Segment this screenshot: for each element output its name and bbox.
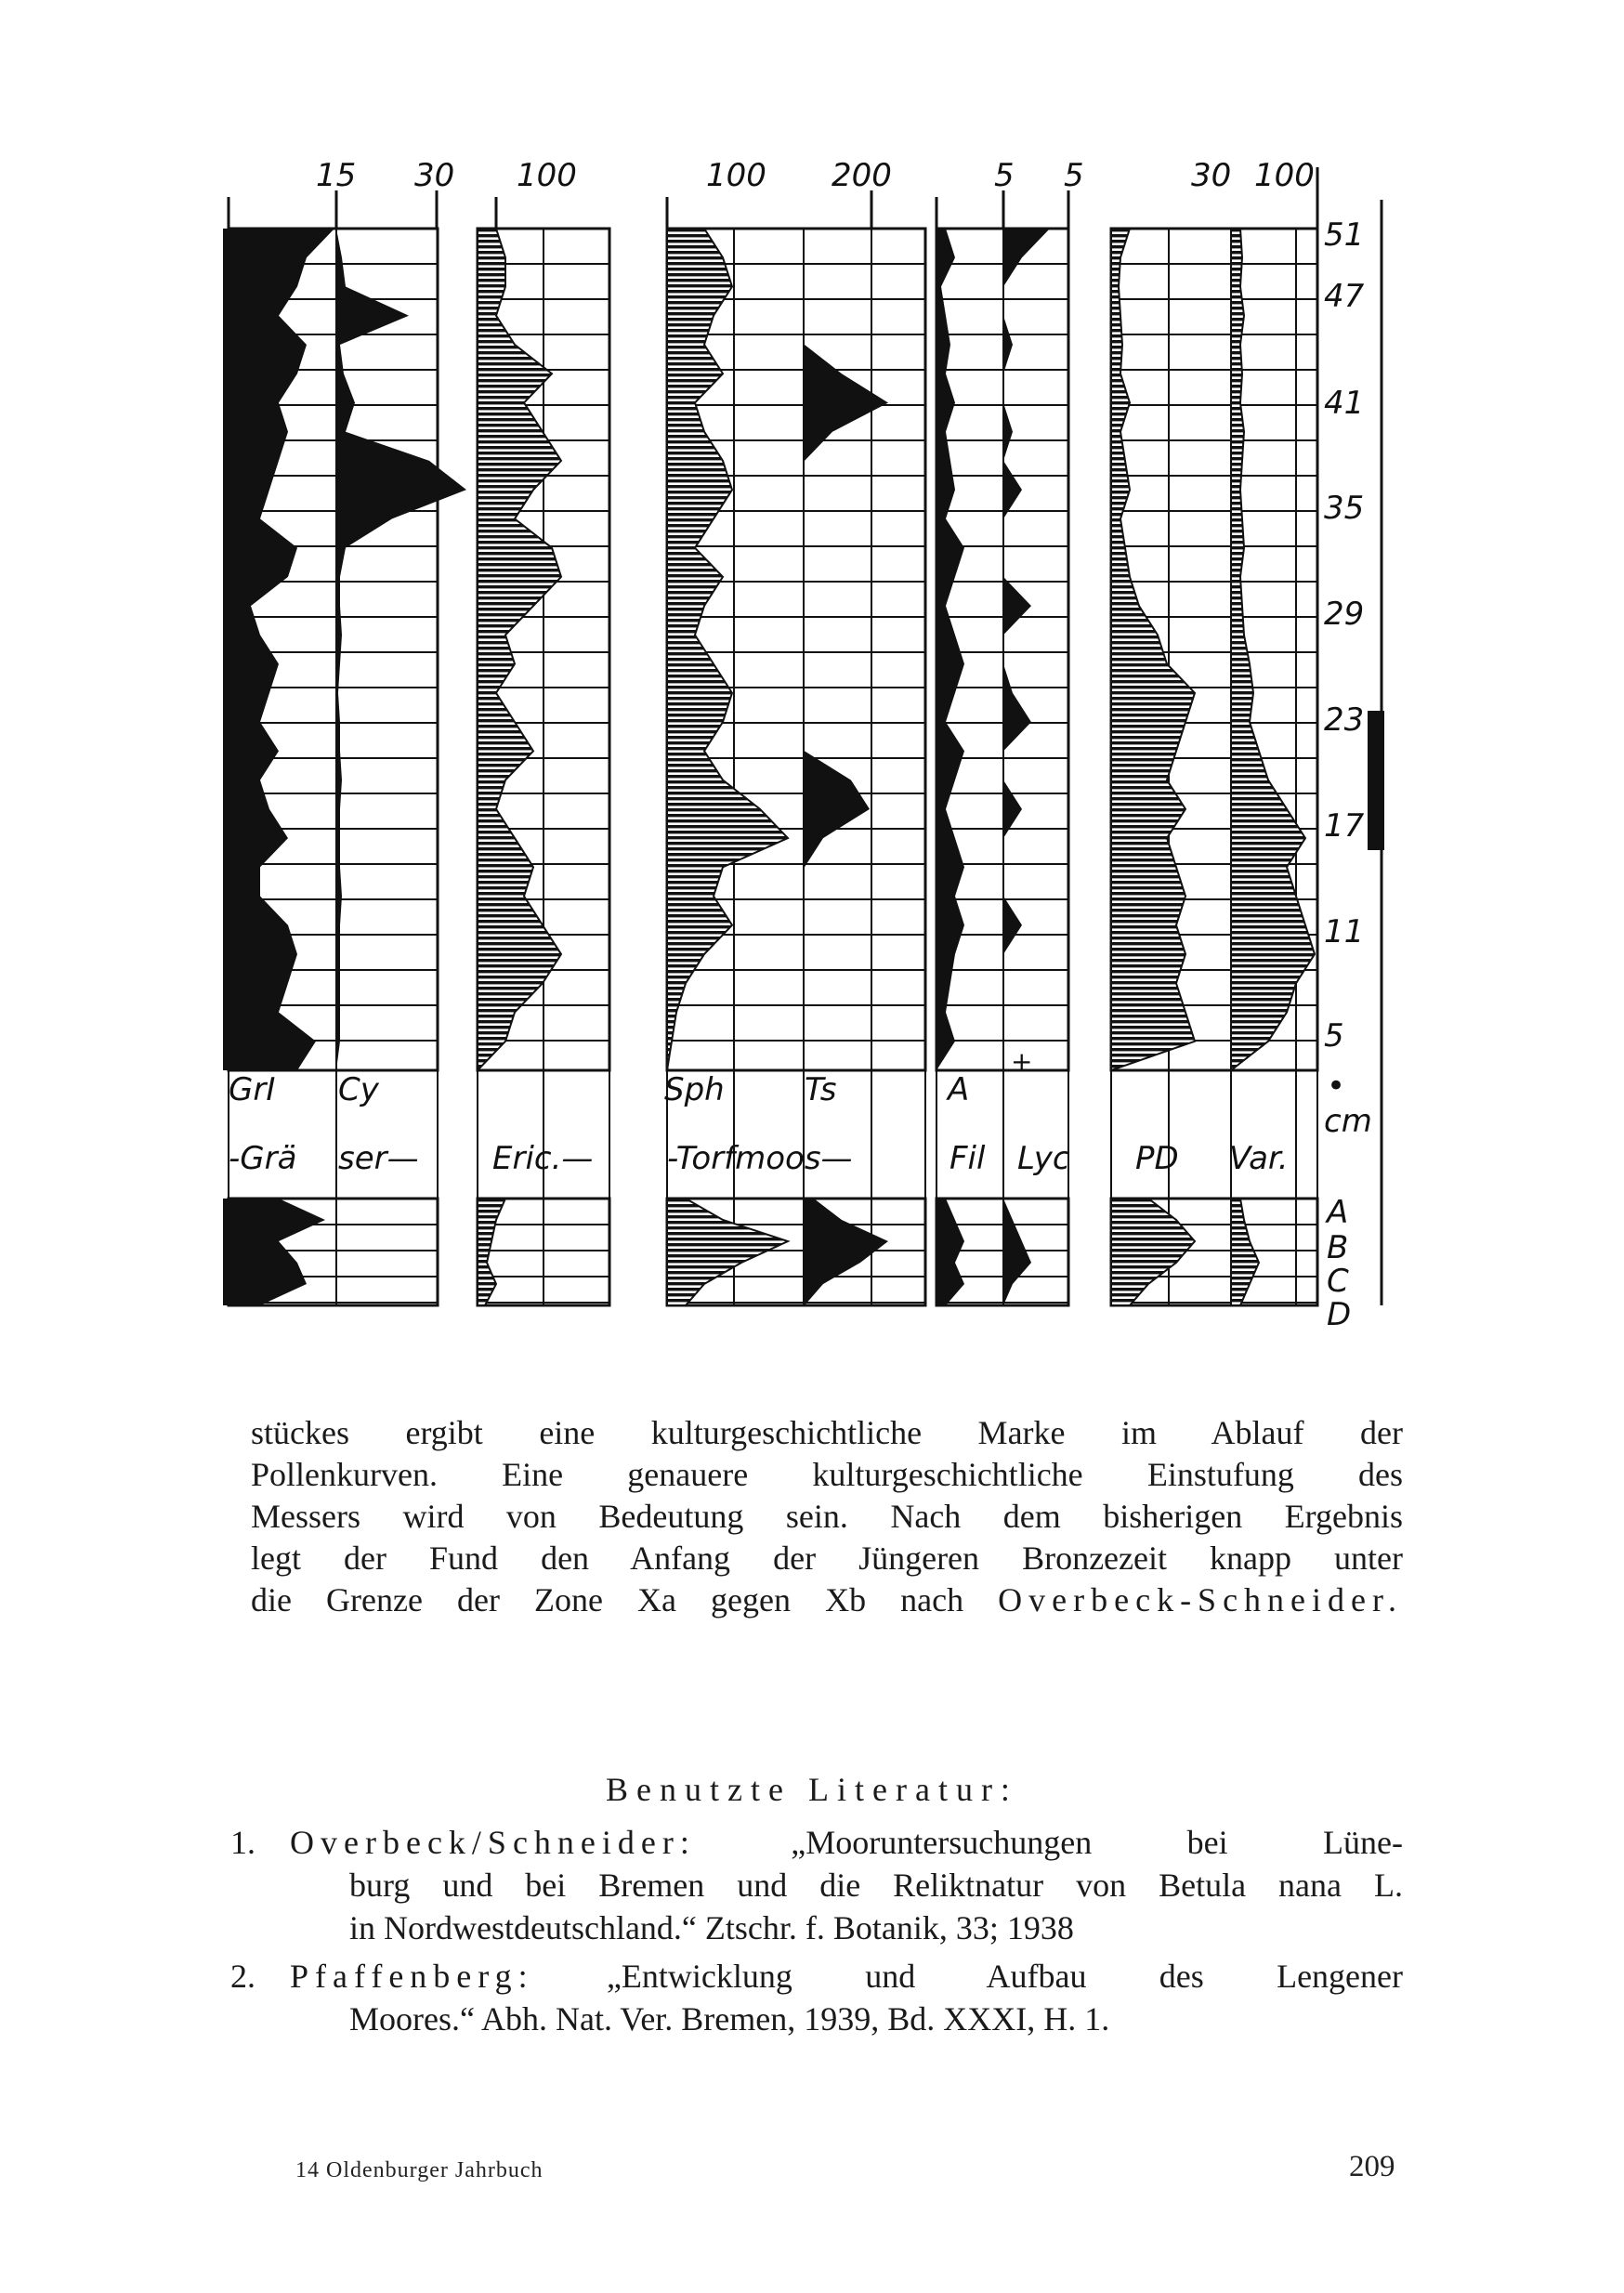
reference-author: Pfaffenberg: <box>290 1958 534 1995</box>
reference-author: Overbeck/Schneider: <box>290 1824 696 1861</box>
scale-label: 30 <box>414 157 455 194</box>
col-group: Eric.— <box>492 1140 594 1177</box>
body-line: Messers wird von Bedeutung sein. Nach dem bisherigen Ergebnis <box>251 1498 1403 1535</box>
ericaceae-curve <box>478 229 561 1070</box>
ts-zone-curve <box>805 1199 888 1305</box>
depth-unit-dot: • <box>1327 1068 1346 1105</box>
scale-labels <box>316 157 1315 194</box>
scale-label: 100 <box>517 157 577 194</box>
col-abbr: GrI <box>229 1071 276 1108</box>
reference-text: „Entwicklung und Aufbau des Lengener <box>606 1958 1403 1995</box>
body-line-last <box>251 1579 1403 1621</box>
zone-label: C <box>1327 1263 1349 1300</box>
col-group: PD <box>1135 1140 1179 1177</box>
depth-label: 35 <box>1324 490 1365 527</box>
zone-bar <box>1368 711 1384 850</box>
zone-label: B <box>1327 1229 1349 1266</box>
ericaceae-zone-curve <box>478 1199 505 1305</box>
pd-curve <box>1111 229 1195 1070</box>
panel-label-box <box>1111 1070 1317 1199</box>
scale-label: 30 <box>1191 157 1232 194</box>
reference-line: Moores.“ Abh. Nat. Ver. Bremen, 1939, Bd. XXXI, H. 1. <box>349 2000 1110 2037</box>
col-group: Fil <box>950 1140 986 1177</box>
depth-label: 11 <box>1324 913 1365 950</box>
zone-label: A <box>1327 1194 1349 1231</box>
col-group: ser— <box>338 1140 419 1177</box>
scale-label: 100 <box>706 157 766 194</box>
lycopodium-zone-curve <box>1003 1199 1031 1305</box>
cross-symbol: + <box>1011 1046 1033 1077</box>
depth-label: 23 <box>1324 701 1365 739</box>
depth-unit: cm <box>1324 1103 1372 1140</box>
depth-label: 17 <box>1324 807 1365 845</box>
scale-label: 5 <box>994 157 1015 194</box>
scale-label: 100 <box>1254 157 1315 194</box>
scale-label: 15 <box>316 157 357 194</box>
col-abbr: Cy <box>338 1071 379 1108</box>
filices-curve <box>936 229 964 1070</box>
filices-zone-curve <box>936 1199 964 1305</box>
var-curve <box>1231 229 1315 1070</box>
depth-label: 5 <box>1324 1017 1344 1055</box>
var-zone-curve <box>1231 1199 1259 1305</box>
body-line: stückes ergibt eine kulturgeschichtliche Marke im Ablauf der <box>251 1414 1403 1451</box>
body-authors: Overbeck-Schneider. <box>998 1581 1404 1618</box>
col-group: -Grä <box>229 1140 297 1177</box>
sphagnum-curve <box>667 229 788 1070</box>
reference-line <box>290 1821 1403 1864</box>
lycopodium-curve <box>1003 229 1050 1070</box>
zone-label: D <box>1327 1296 1352 1333</box>
col-abbr: Ts <box>805 1071 837 1108</box>
graeser-zone-curve <box>223 1199 325 1305</box>
col-group: Var. <box>1229 1140 1289 1177</box>
depth-labels <box>1324 216 1372 1333</box>
col-abbr: Sph <box>664 1071 725 1108</box>
depth-label: 29 <box>1324 596 1365 633</box>
page-number: 209 <box>1349 2150 1395 2183</box>
col-group: Lyc <box>1017 1140 1070 1177</box>
depth-label: 51 <box>1324 216 1365 254</box>
body-line: legt der Fund den Anfang der Jüngeren Bronzezeit knapp unter <box>251 1540 1403 1577</box>
body-paragraph <box>251 1412 1403 1621</box>
footer-journal: 14 Oldenburger Jahrbuch <box>295 2158 544 2182</box>
body-line-text: die Grenze der Zone Xa gegen Xb nach <box>251 1581 964 1618</box>
reference-line: burg und bei Bremen und die Reliktnatur von Betula nana L. <box>349 1867 1403 1904</box>
reference-1 <box>230 1821 1403 1949</box>
depth-label: 47 <box>1324 278 1365 315</box>
sphagnum-zone-curve <box>667 1199 788 1305</box>
column-labels <box>229 1046 1289 1177</box>
reference-text: „Mooruntersuchungen bei Lüne- <box>791 1824 1403 1861</box>
reference-2 <box>230 1955 1403 2040</box>
reference-line <box>290 1955 1403 1998</box>
reference-number: 2. <box>230 1958 255 1995</box>
col-group: -Torfmoos— <box>667 1140 853 1177</box>
scale-label: 5 <box>1064 157 1084 194</box>
literature-heading: Benutzte Literatur: <box>606 1771 1018 1808</box>
graeser-curve <box>223 229 334 1070</box>
cyperaceae-curve <box>336 229 466 1070</box>
depth-label: 41 <box>1324 385 1365 422</box>
body-line: Pollenkurven. Eine genauere kulturgeschichtliche Einstufung des <box>251 1456 1403 1493</box>
reference-number: 1. <box>230 1824 255 1861</box>
ts-curve <box>805 229 888 1070</box>
scale-label: 200 <box>832 157 892 194</box>
scale-ticks <box>229 167 1382 1305</box>
col-abbr: A <box>948 1071 970 1108</box>
pd-zone-curve <box>1111 1199 1195 1305</box>
reference-line: in Nordwestdeutschland.“ Ztschr. f. Botanik, 33; 1938 <box>349 1909 1074 1946</box>
